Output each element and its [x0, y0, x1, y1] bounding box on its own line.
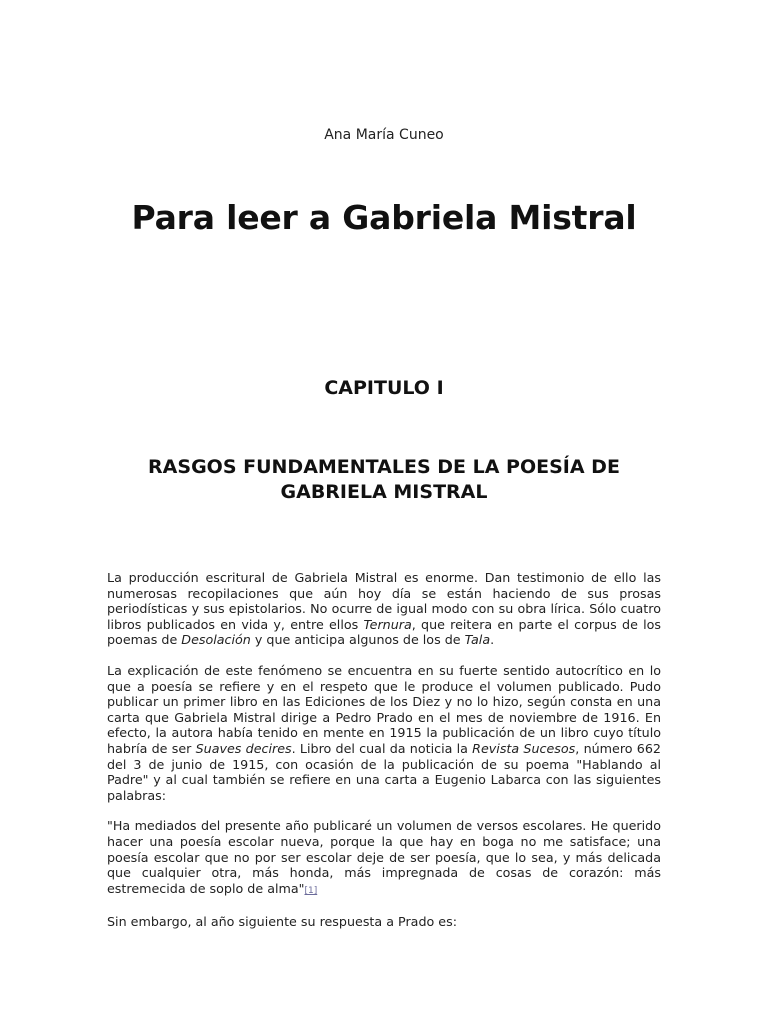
paragraph-4: Sin embargo, al año siguiente su respuesta a Prado es: [107, 914, 457, 930]
text-span: . [490, 632, 495, 648]
paragraph-3-quote [107, 818, 661, 899]
chapter-heading: CAPITULO I [324, 377, 444, 399]
footnote-link[interactable]: [1] [304, 885, 318, 896]
book-title-ternura: Ternura [363, 616, 412, 632]
text-span: La explicación de este fenómeno se encuentra en su fuerte sentido autocrítico en lo que a poesía se refiere y en el respeto que le produce el volumen publicado. Pudo publicar un primer libro en las Ediciones de los Diez y no lo hizo, según consta en una carta que Gabriela Mistral dirige a Pedro Prado en el mes de noviembre de 1916. En efecto, la autora había tenido en mente en 1915 la publicación de un libro cuyo título habría de ser [107, 662, 661, 756]
text-span: y que anticipa algunos de los de [250, 632, 465, 648]
paragraph-1 [107, 570, 661, 648]
author-name: Ana María Cuneo [324, 127, 444, 143]
text-span: , que reitera en parte el corpus de los poemas de [107, 616, 662, 648]
paragraph-2 [107, 663, 661, 803]
document-title: Para leer a Gabriela Mistral [131, 198, 637, 237]
text-span: La producción escritural de Gabriela Mistral es enorme. Dan testimonio de ello las numerosas recopilaciones que aún hoy día se están haciendo de sus prosas periodísticas y sus epistolarios. No ocurre de igual modo con su obra lírica. Sólo cuatro libros publicados en vida y, entre ellos [107, 570, 661, 632]
book-title-suaves-decires: Suaves decires [195, 740, 292, 756]
text-span: . Libro del cual da noticia la [291, 740, 473, 756]
section-heading: RASGOS FUNDAMENTALES DE LA POESÍA DE GABRIELA MISTRAL [148, 456, 620, 503]
book-title-desolacion: Desolación [181, 632, 251, 648]
text-span: , número 662 del 3 de junio de 1915, con ocasión de la publicación de su poema "Hablando al Padre" y al cual también se refiere en una carta a Eugenio Labarca con las siguientes palabras: [107, 740, 661, 803]
journal-title: Revista Sucesos [472, 740, 576, 756]
quote-text: "Ha mediados del presente año publicaré un volumen de versos escolares. He querido hacer una poesía escolar nueva, porque la que hay en boga no me satisface; una poesía escolar que no por ser escolar deje de ser poesía, que lo sea, y más delicada que cualquier otra, más honda, más impregnada de cosas de corazón: más estremecida de soplo de alma" [107, 818, 661, 896]
book-title-tala: Tala [464, 632, 491, 648]
body-text [107, 570, 661, 945]
